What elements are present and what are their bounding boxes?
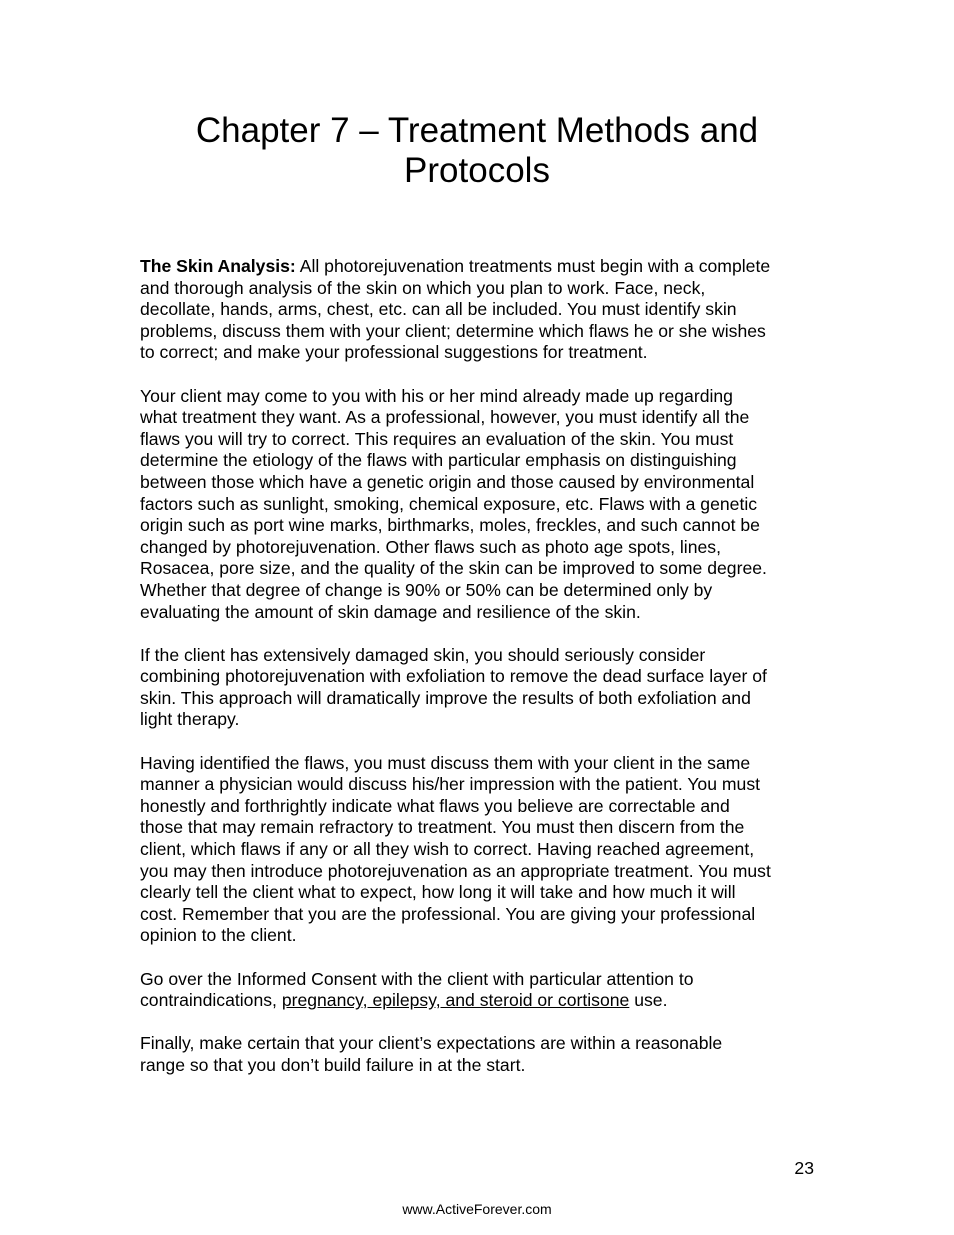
- paragraph-client-expectations: [140, 386, 830, 624]
- text-line: range so that you don’t build failure in at the start.: [140, 1054, 526, 1075]
- text-line: cost. Remember that you are the professional. You are giving your professional: [140, 903, 756, 924]
- text-line: Having identified the flaws, you must discuss them with your client in the same: [140, 752, 751, 773]
- text-line: problems, discuss them with your client; determine which flaws he or she wishes: [140, 320, 766, 341]
- chapter-title: [140, 111, 814, 191]
- footer-url: www.ActiveForever.com: [402, 1201, 552, 1217]
- section-lead-heading: The Skin Analysis:: [140, 256, 296, 276]
- text-line: Rosacea, pore size, and the quality of the skin can be improved to some degree.: [140, 558, 767, 579]
- text-line: Whether that degree of change is 90% or 50% can be determined only by: [140, 579, 713, 600]
- paragraph-final-note: [140, 1033, 830, 1076]
- text-line: light therapy.: [140, 709, 240, 730]
- text-line-suffix: use.: [629, 990, 668, 1011]
- page-number: 23: [794, 1158, 814, 1178]
- text-line: to correct; and make your professional suggestions for treatment.: [140, 342, 648, 363]
- text-line: what treatment they want. As a professional, however, you must identify all the: [140, 407, 750, 428]
- paragraph-discuss-flaws: [140, 753, 830, 947]
- text-line: combining photorejuvenation with exfoliation to remove the dead surface layer of: [140, 666, 767, 687]
- contraindications-underlined-text: pregnancy, epilepsy, and steroid or cortisone: [281, 990, 630, 1011]
- text-line: If the client has extensively damaged skin, you should seriously consider: [140, 644, 706, 665]
- text-line: factors such as sunlight, smoking, chemical exposure, etc. Flaws with a genetic: [140, 493, 758, 514]
- text-line: Finally, make certain that your client’s expectations are within a reasonable: [140, 1033, 723, 1054]
- text-line: those that may remain refractory to treatment. You must then discern from the: [140, 817, 745, 838]
- text-line: decollate, hands, arms, chest, etc. can all be included. You must identify skin: [140, 299, 737, 320]
- paragraph-damaged-skin: [140, 645, 830, 731]
- text-line: honestly and forthrightly indicate what flaws you believe are correctable and: [140, 795, 730, 816]
- text-line: [140, 990, 830, 1012]
- text-line: client, which flaws if any or all they wish to correct. Having reached agreement,: [140, 839, 755, 860]
- text-line: you may then introduce photorejuvenation as an appropriate treatment. You must: [140, 860, 771, 881]
- text-line: manner a physician would discuss his/her impression with the patient. You must: [140, 774, 761, 795]
- text-line: Your client may come to you with his or her mind already made up regarding: [140, 385, 733, 406]
- text-line: and thorough analysis of the skin on which you plan to work. Face, neck,: [140, 277, 706, 298]
- chapter-title-line-2: Protocols: [404, 151, 550, 190]
- text-line: flaws you will try to correct. This requires an evaluation of the skin. You must: [140, 428, 734, 449]
- text-line: opinion to the client.: [140, 925, 297, 946]
- text-line: changed by photorejuvenation. Other flaws such as photo age spots, lines,: [140, 536, 721, 557]
- text-line: skin. This approach will dramatically improve the results of both exfoliation and: [140, 687, 751, 708]
- text-line: origin such as port wine marks, birthmarks, moles, freckles, and such cannot be: [140, 515, 760, 536]
- text-line-prefix: contraindications,: [140, 990, 282, 1011]
- paragraph-informed-consent: [140, 969, 830, 1012]
- body-text: [140, 256, 830, 1098]
- text-line: Go over the Informed Consent with the client with particular attention to: [140, 968, 694, 989]
- text-line: clearly tell the client what to expect, how long it will take and how much it will: [140, 882, 736, 903]
- text-line: determine the etiology of the flaws with particular emphasis on distinguishing: [140, 450, 737, 471]
- text-line: between those which have a genetic origin and those caused by environmental: [140, 471, 755, 492]
- paragraph-skin-analysis: [140, 256, 830, 364]
- text-line: [140, 256, 830, 278]
- text-line: evaluating the amount of skin damage and resilience of the skin.: [140, 601, 641, 622]
- chapter-title-line-1: Chapter 7 – Treatment Methods and: [195, 111, 759, 150]
- text-line-rest: All photorejuvenation treatments must begin with a complete: [295, 256, 771, 276]
